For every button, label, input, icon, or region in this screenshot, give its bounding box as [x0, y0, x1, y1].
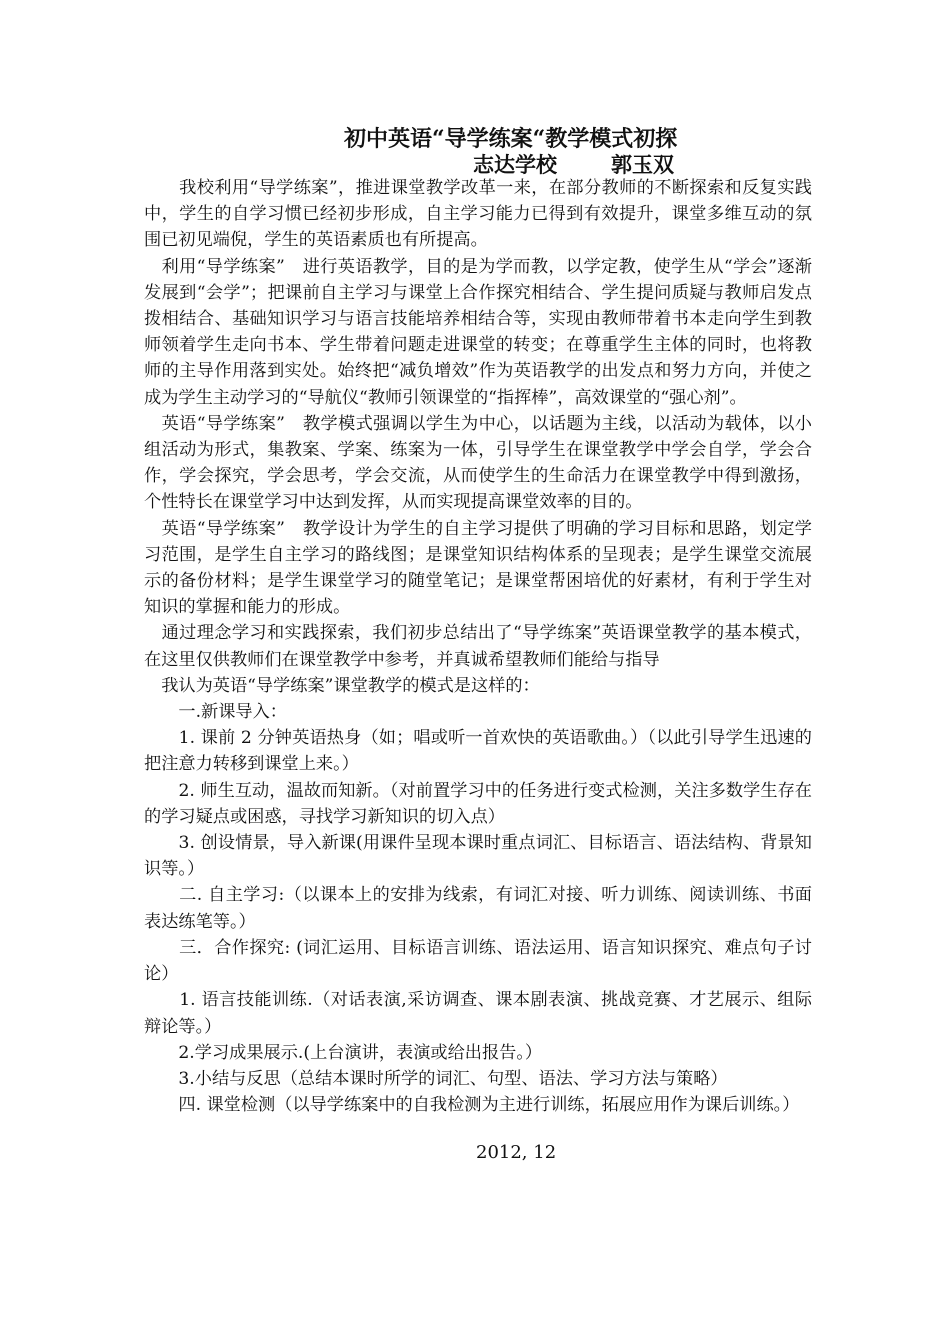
- author-name: 郭玉双: [611, 152, 674, 177]
- list-item: 三．合作探究: (词汇运用、目标语言训练、语法运用、语言知识探究、难点句子讨论）: [144, 937, 812, 985]
- list-item: 2. 师生互动，温故而知新。（对前置学习中的任务进行变式检测，关注多数学生存在的学习疑点或困惑，寻找学习新知识的切入点）: [144, 780, 812, 827]
- list-item: 二. 自主学习:（以课本上的安排为线索，有词汇对接、听力训练、阅读训练、书面表达练笔等。）: [144, 885, 812, 932]
- document-body: [144, 175, 812, 1118]
- paragraph: 英语“导学练案” 教学模式强调以学生为中心，以话题为主线，以活动为载体，以小组活动为形式，集教案、学案、练案为一体，引导学生在课堂教学中学会自学，学会合作，学会探究，学会思考，学会交流，从而使学生的生命活力在课堂教学中得到激扬，个性特长在课堂学习中达到发挥，从而实现提高课堂效率的目的。: [144, 413, 812, 513]
- list-item: 3.小结与反思（总结本课时所学的词汇、句型、语法、学习方法与策略）: [144, 1068, 728, 1089]
- document-title: 初中英语“导学练案“教学模式初探: [344, 126, 678, 152]
- document-date: 2012, 12: [476, 1142, 557, 1163]
- list-item: 一.新课导入：: [144, 702, 287, 723]
- list-item: 2.学习成果展示.(上台演讲，表演或给出报告。）: [144, 1042, 543, 1063]
- list-item: 1. 语言技能训练.（对话表演,采访调查、课本剧表演、挑战竞赛、才艺展示、组际辩论等。）: [144, 990, 812, 1037]
- paragraph: 我认为英语“导学练案”课堂教学的模式是这样的：: [144, 675, 540, 696]
- paragraph: 我校利用“导学练案”，推进课堂教学改革一来，在部分教师的不断探索和反复实践中，学生的自学习惯已经初步形成，自主学习能力已得到有效提升，课堂多维互动的氛围已初见端倪，学生的英语素质也有所提高。: [144, 178, 812, 251]
- list-item: 四. 课堂检测（以导学练案中的自我检测为主进行训练，拓展应用作为课后训练。）: [144, 1095, 800, 1116]
- paragraph: 通过理念学习和实践探索，我们初步总结出了“导学练案”英语课堂教学的基本模式，在这里仅供教师们在课堂教学中参考，并真诚希望教师们能给与指导: [144, 623, 812, 670]
- paragraph: 利用“导学练案” 进行英语教学，目的是为学而教，以学定教，使学生从“学会”逐渐发展到“会学”；把课前自主学习与课堂上合作探究相结合、学生提问质疑与教师启发点拨相结合、基础知识学习与语言技能培养相结合等，实现由教师带着书本走向学生到教师领着学生走向书本、学生带着问题走进课堂的转变；在尊重学生主体的同时，也将教师的主导作用落到实处。始终把“减负增效”作为英语教学的出发点和努力方向，并使之成为学生主动学习的“导航仪“教师引领课堂的“指挥棒”，高效课堂的“强心剂”。: [144, 256, 812, 408]
- list-item: 1. 课前 2 分钟英语热身（如；唱或听一首欢快的英语歌曲。）（以此引导学生迅速的把注意力转移到课堂上来。）: [144, 728, 812, 775]
- list-item: 3. 创设情景，导入新课(用课件呈现本课时重点词汇、目标语言、语法结构、背景知识等。）: [144, 833, 812, 880]
- paragraph: 英语“导学练案” 教学设计为学生的自主学习提供了明确的学习目标和思路，划定学习范围，是学生自主学习的路线图；是课堂知识结构体系的呈现表；是学生课堂交流展示的备份材料；是学生课堂学习的随堂笔记；是课堂帮困培优的好素材，有利于学生对知识的掌握和能力的形成。: [144, 518, 812, 618]
- school-name: 志达学校: [473, 152, 557, 177]
